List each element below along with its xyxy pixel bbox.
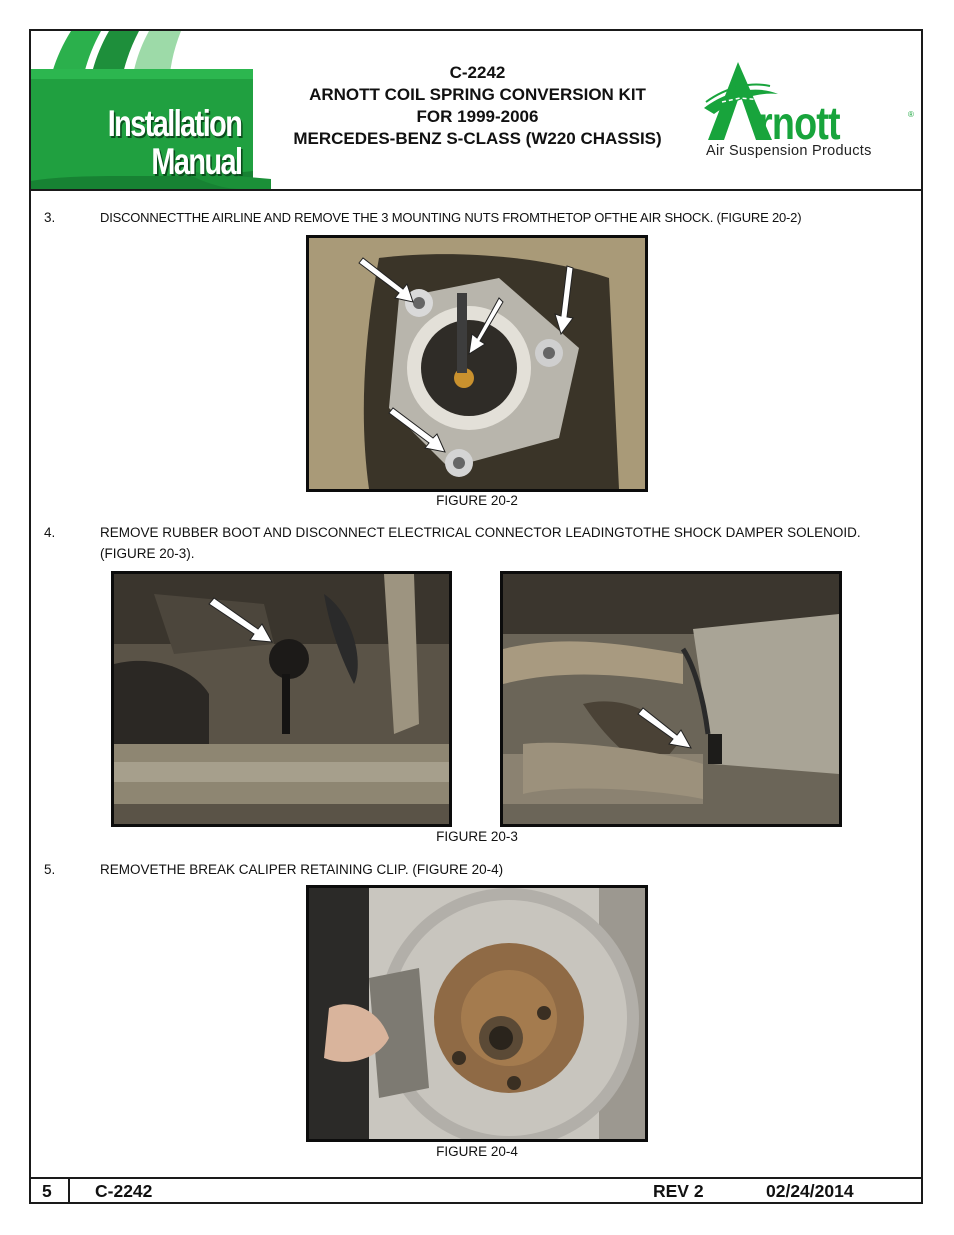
figure-20-3-right-photo — [500, 571, 842, 827]
footer-page-divider — [68, 1177, 70, 1204]
document-title — [270, 62, 685, 150]
badge-title-line2: Manual — [150, 141, 241, 182]
figure-20-2-photo — [306, 235, 648, 492]
step-text: REMOVE RUBBER BOOT AND DISCONNECT ELECTRICAL CONNECTOR LEADINGTOTHE SHOCK DAMPER SOLENOID. (FIGURE 20-3). — [100, 525, 861, 561]
title-part-number: C-2242 — [449, 63, 506, 82]
footer-revision: REV 2 — [653, 1181, 704, 1201]
logo-registered-mark: ® — [908, 110, 914, 119]
logo-tagline: Air Suspension Products — [706, 143, 872, 159]
arnott-logo — [700, 58, 920, 168]
step-5 — [0, 859, 954, 880]
figure-20-3-left-photo — [111, 571, 452, 827]
figure-20-3-caption: FIGURE 20-3 — [436, 829, 518, 844]
installation-manual-badge — [31, 31, 271, 189]
step-number: 5. — [44, 862, 56, 877]
step-4 — [0, 522, 954, 564]
step-text: REMOVETHE BREAK CALIPER RETAINING CLIP. (FIGURE 20-4) — [100, 862, 504, 877]
logo-wordmark: rnott — [758, 97, 840, 149]
footer-date: 02/24/2014 — [766, 1181, 854, 1201]
step-3 — [0, 207, 954, 228]
figure-20-4-photo — [306, 885, 648, 1142]
title-vehicle: MERCEDES-BENZ S-CLASS (W220 CHASSIS) — [293, 129, 662, 148]
footer-divider — [29, 1177, 923, 1179]
footer-part-number: C-2242 — [95, 1181, 153, 1201]
step-text: DISCONNECTTHE AIRLINE AND REMOVE THE 3 MOUNTING NUTS FROMTHETOP OFTHE AIR SHOCK. (FIGURE 20-2) — [100, 210, 802, 225]
badge-title-line1: Installation — [107, 103, 241, 144]
header-divider — [29, 189, 923, 191]
figure-20-2-caption: FIGURE 20-2 — [436, 493, 518, 508]
figure-20-4-caption: FIGURE 20-4 — [436, 1144, 518, 1159]
footer-page-number: 5 — [42, 1181, 52, 1201]
step-number: 3. — [44, 210, 56, 225]
title-years: FOR 1999-2006 — [416, 107, 539, 126]
title-kit-name: ARNOTT COIL SPRING CONVERSION KIT — [309, 85, 646, 104]
step-number: 4. — [44, 525, 56, 540]
